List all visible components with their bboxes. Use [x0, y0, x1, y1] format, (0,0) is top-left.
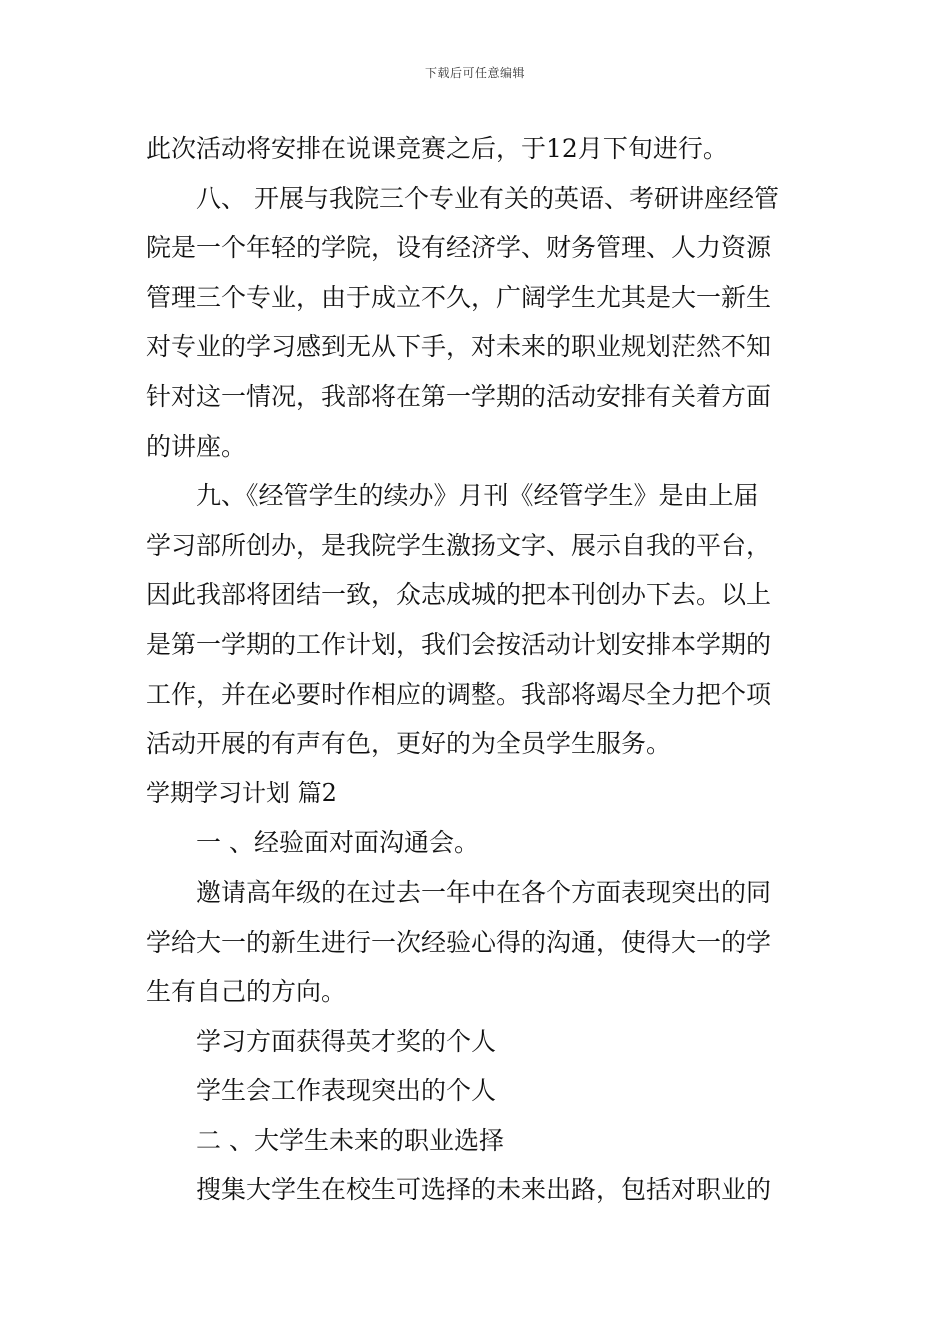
text-line: 活动开展的有声有色，更好的为全员学生服务。 — [146, 729, 672, 759]
document-body — [146, 124, 810, 1215]
text-line: 的讲座。 — [146, 431, 247, 461]
text-line: 邀请高年级的在过去一年中在各个方面表现突出的同 — [196, 877, 772, 907]
text-line: 是第一学期的工作计划，我们会按活动计划安排本学期的 — [146, 629, 772, 659]
text-line: 管理三个专业，由于成立不久，广阔学生尤其是大一新生 — [146, 282, 772, 312]
text-line: 学习方面获得英才奖的个人 — [196, 1026, 497, 1056]
text-line: 因此我部将团结一致，众志成城的把本刊创办下去。以上 — [146, 580, 772, 610]
text-line: 对专业的学习感到无从下手，对未来的职业规划茫然不知 — [146, 332, 772, 362]
text-line: 院是一个年轻的学院，设有经济学、财务管理、人力资源 — [146, 233, 772, 263]
section-heading: 学期学习计划 篇2 — [146, 778, 337, 807]
text-line: 搜集大学生在校生可选择的未来出路，包括对职业的 — [196, 1175, 772, 1205]
text-line: 工作，并在必要时作相应的调整。我部将竭尽全力把个项 — [146, 679, 772, 709]
text-line: 针对这一情况，我部将在第一学期的活动安排有关着方面 — [146, 381, 772, 411]
text-line: 九、《经管学生的续办》月刊《经管学生》是由上届 — [196, 481, 759, 511]
text-line: 学生会工作表现突出的个人 — [196, 1076, 497, 1106]
text-line: 八、 开展与我院三个专业有关的英语、考研讲座经管 — [196, 183, 779, 213]
text-line: 一 、经验面对面沟通会。 — [196, 828, 479, 858]
text-line: 学给大一的新生进行一次经验心得的沟通，使得大一的学 — [146, 927, 772, 957]
page-header: 下载后可任意编辑 — [424, 66, 525, 80]
text-line: 此次活动将安排在说课竞赛之后，于12月下旬进行。 — [146, 134, 728, 163]
text-line: 学习部所创办，是我院学生激扬文字、展示自我的平台， — [146, 530, 772, 560]
text-line: 生有自己的方向。 — [146, 977, 347, 1007]
text-line: 二 、大学生未来的职业选择 — [196, 1125, 504, 1155]
